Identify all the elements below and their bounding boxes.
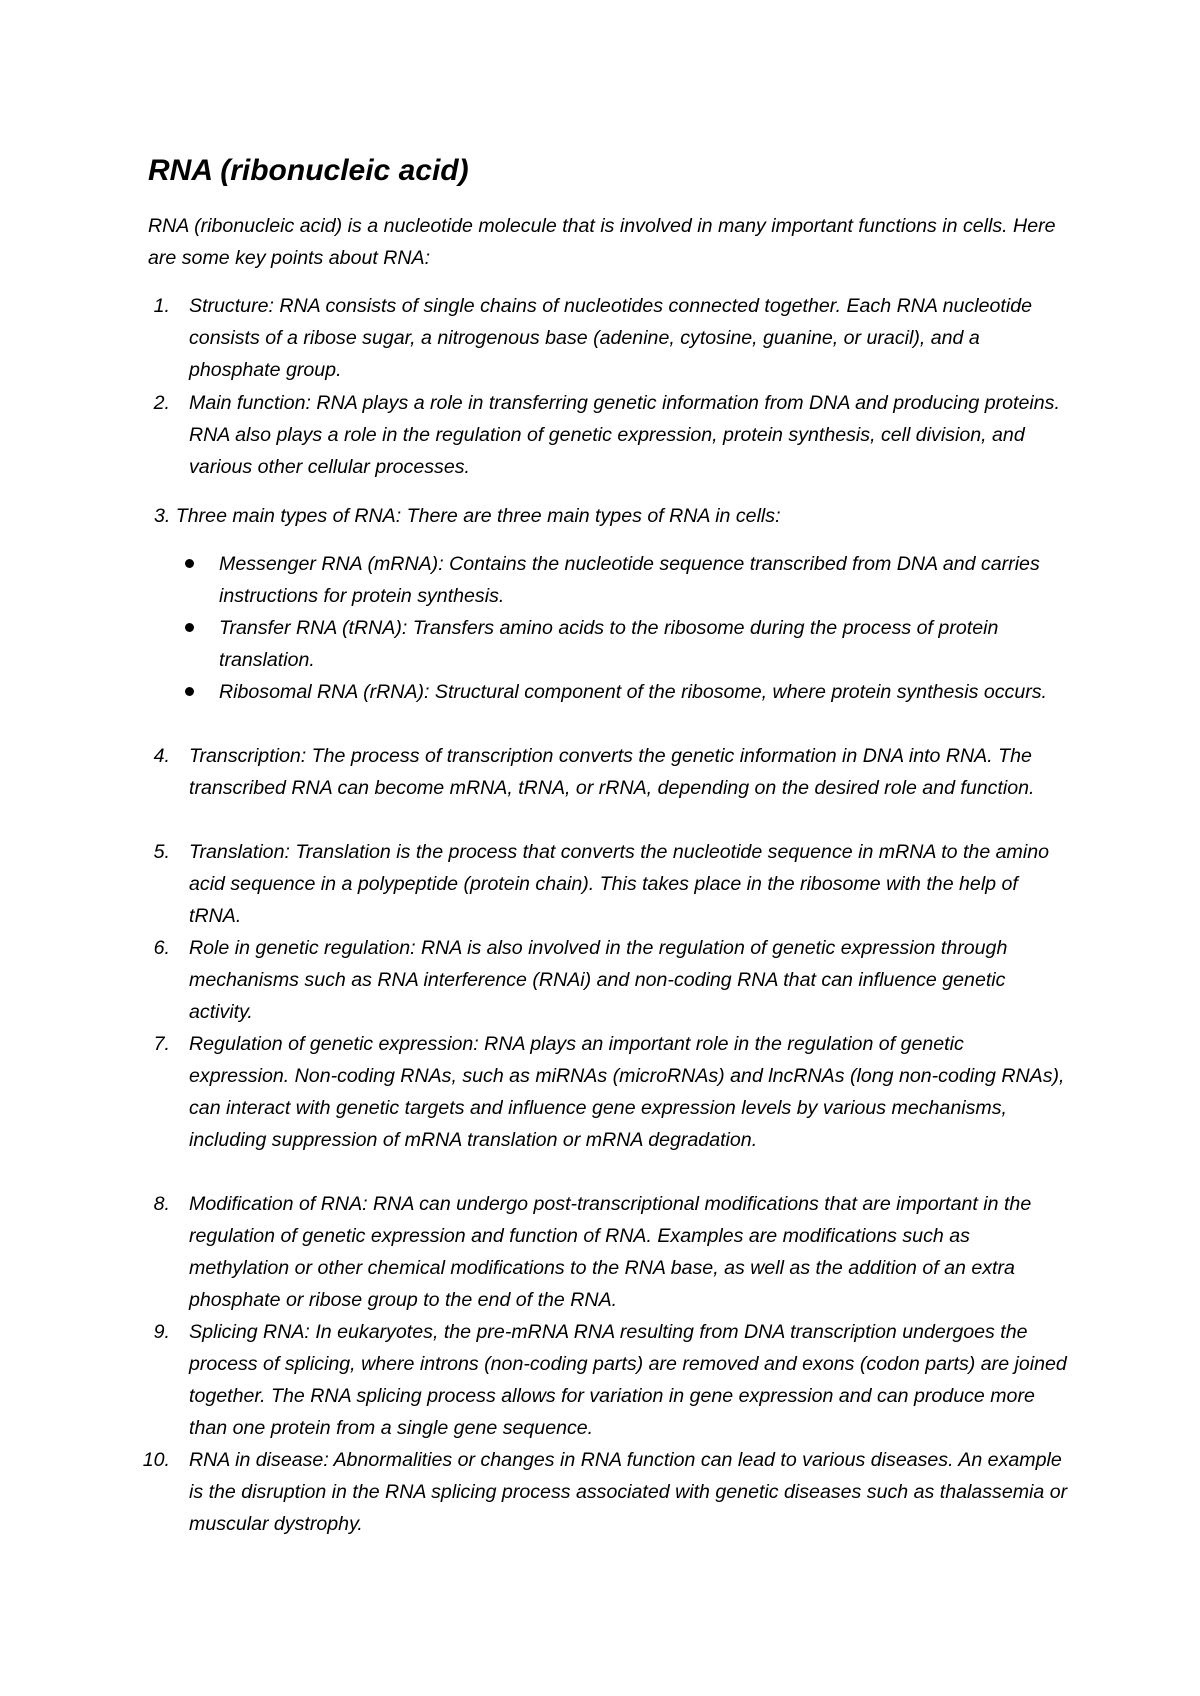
list-item-number: 10. [142,1449,170,1471]
list-item-text: Main function: RNA plays a role in transferring genetic information from DNA and producing proteins. RNA also plays a role in the regulation of genetic expression, protein synthesis, cell division, and various other cellular processes. [189,392,1060,478]
bullet-icon [185,687,194,696]
document-title: RNA (ribonucleic acid) [148,154,469,187]
list-item-number: 4. [153,745,170,767]
intro-paragraph: RNA (ribonucleic acid) is a nucleotide molecule that is involved in many important functions in cells. Here are some key points about RNA: [148,215,1056,269]
bullet-icon [185,623,194,632]
bullet-icon [185,559,194,568]
list-item-number: 1. [153,295,170,317]
list-item-text: Role in genetic regulation: RNA is also involved in the regulation of genetic expression through mechanisms such as RNA interference (RNAi) and non-coding RNA that can influence genetic activity. [189,937,1008,1023]
bullet-text: Ribosomal RNA (rRNA): Structural component of the ribosome, where protein synthesis occurs. [219,681,1047,703]
list-item-text: Regulation of genetic expression: RNA plays an important role in the regulation of genetic expression. Non-coding RNAs, such as miRNAs (microRNAs) and lncRNAs (long non-coding RNAs), can interact with genetic targets and influence gene expression levels by various mechanisms, including suppression of mRNA translation or mRNA degradation. [189,1033,1065,1151]
list-item-number: 5. [153,841,170,863]
bullet-text: Transfer RNA (tRNA): Transfers amino acids to the ribosome during the process of protein translation. [219,617,999,671]
list-item-3-heading: 3. Three main types of RNA: There are three main types of RNA in cells: [154,505,781,527]
list-item-text: Modification of RNA: RNA can undergo post-transcriptional modifications that are important in the regulation of genetic expression and function of RNA. Examples are modifications such as methylation or other chemical modifications to the RNA base, as well as the addition of an extra phosphate or ribose group to the end of the RNA. [189,1193,1032,1311]
list-item-number: 2. [153,392,170,414]
list-item-number: 6. [153,937,170,959]
list-item-text: RNA in disease: Abnormalities or changes in RNA function can lead to various diseases. An example is the disruption in the RNA splicing process associated with genetic diseases such as thalassemia or muscular dystrophy. [189,1449,1068,1535]
list-item-number: 8. [153,1193,170,1215]
list-item-text: Translation: Translation is the process that converts the nucleotide sequence in mRNA to the amino acid sequence in a polypeptide (protein chain). This takes place in the ribosome with the help of tRNA. [189,841,1050,927]
list-item-number: 9. [153,1321,170,1343]
bullet-text: Messenger RNA (mRNA): Contains the nucleotide sequence transcribed from DNA and carries instructions for protein synthesis. [219,553,1040,607]
list-item-text: Transcription: The process of transcription converts the genetic information in DNA into RNA. The transcribed RNA can become mRNA, tRNA, or rRNA, depending on the desired role and function. [189,745,1035,799]
list-item-text: Splicing RNA: In eukaryotes, the pre-mRNA RNA resulting from DNA transcription undergoes the process of splicing, where introns (non-coding parts) are removed and exons (codon parts) are joined together. The RNA splicing process allows for variation in gene expression and can produce more than one protein from a single gene sequence. [189,1321,1067,1439]
list-item-text: Structure: RNA consists of single chains of nucleotides connected together. Each RNA nucleotide consists of a ribose sugar, a nitrogenous base (adenine, cytosine, guanine, or uracil), and a phosphate group. [189,295,1032,381]
list-item-number: 7. [153,1033,170,1055]
